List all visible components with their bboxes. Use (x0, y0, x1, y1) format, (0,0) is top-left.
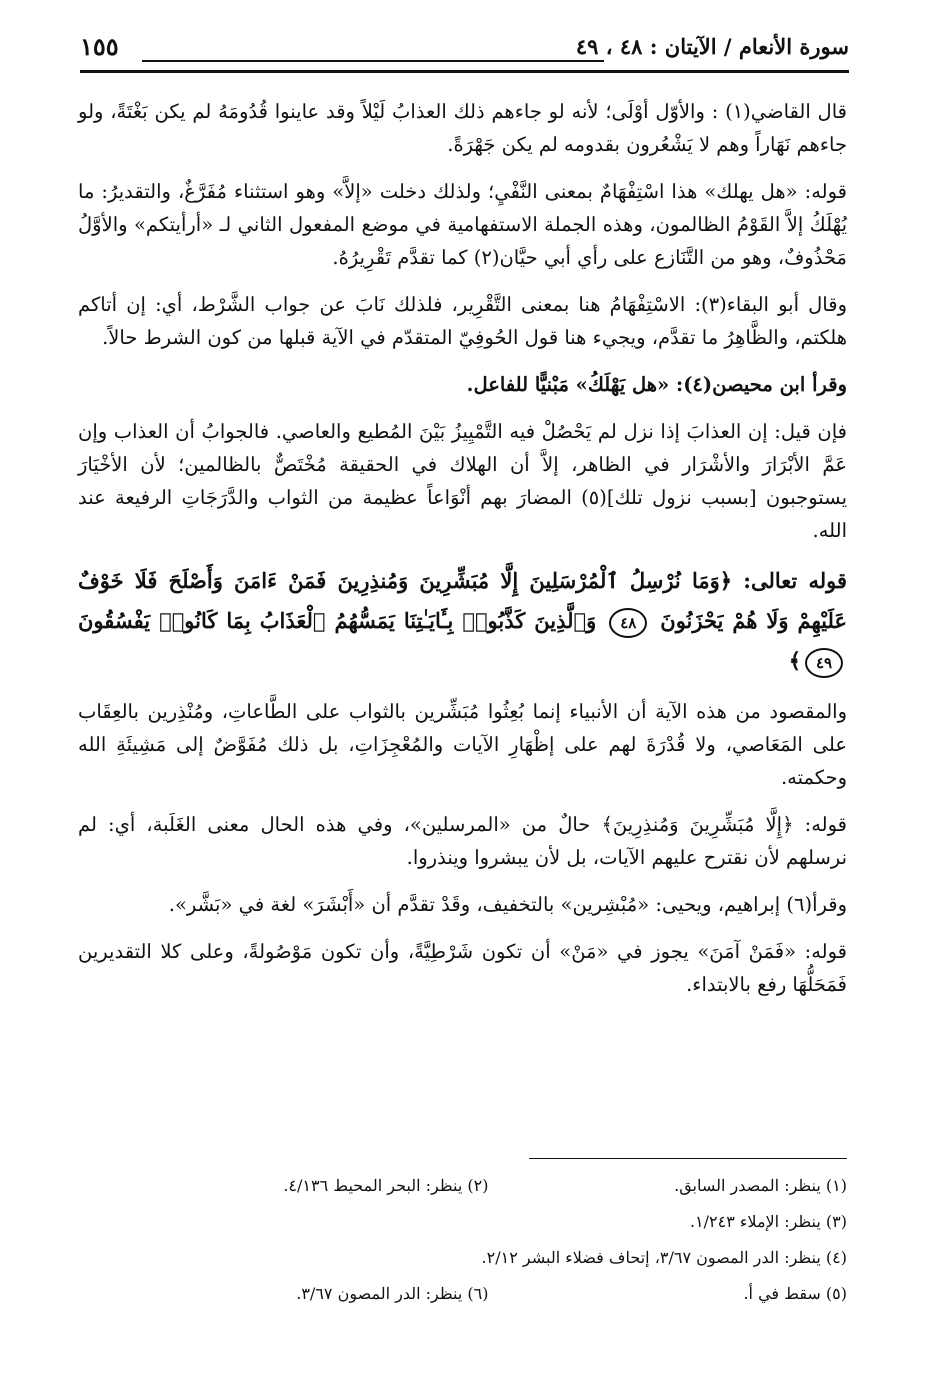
footnote-3: (٣) ينظر: الإملاء ١/٢٤٣. (689, 1212, 847, 1231)
quran-verse (78, 561, 847, 681)
main-text (78, 95, 847, 1015)
paragraph-3: وقال أبو البقاء(٣): الاسْتِفْهَامُ هنا بمعنى التَّقْرِير، فلذلك نَابَ عن جواب الشَّرْط، أي: إن أتاكم هلكتم، والظَّاهِرُ ما تقدَّم، ويجيء هنا قول الحُوفِيّ المتقدّم في الآية قبلها من كون الشرط حالاً. (78, 293, 847, 349)
verse-close-bracket: ﴾ (788, 648, 801, 673)
paragraph-6: والمقصود من هذه الآية أن الأنبياء إنما بُعِثُوا مُبَشِّرين بالثواب على الطَّاعاتِ، ومُنْذِرين بالعِقَاب على المَعَاصي، ولا قُدْرَةَ لهم على إظْهَارِ الآيات والمُعْجِزَاتِ، بل ذلك مُفَوَّضٌ إلى مَشِيئَةِ الله وحكمته. (78, 700, 847, 789)
ayah-number-49: ٤٩ (805, 648, 843, 678)
footnote-row-1 (100, 1168, 847, 1204)
paragraph-2: قوله: «هل يهلك» هذا اسْتِفْهَامٌ بمعنى النَّفْيِ؛ ولذلك دخلت «إلاَّ» وهو استثناء مُفَرَّغٌ، والتقديرُ: ما يُهْلَكُ إلاَّ القَوْمُ الظالمون، وهذه الجملة الاستفهامية في موضع المفعول الثاني لـ «أرأيتكم» والأوَّلُ مَحْذُوفٌ، وهو من التَّنَازع على رأي أبي حيَّان(٢) كما تقدَّم تَقْرِيرُهُ. (78, 180, 847, 269)
page-header (80, 28, 849, 70)
footnote-row-2 (100, 1204, 847, 1240)
footnote-5: (٥) سقط في أ. (743, 1284, 847, 1303)
verse-text-48: ﴿وَمَا نُرْسِلُ ٱلْمُرْسَلِينَ إِلَّا مُبَشِّرِينَ وَمُنذِرِينَ فَمَنْ ءَامَنَ وَأَصْلَحَ فَلَا خَوْفٌ عَلَيْهِمْ وَلَا هُمْ يَحْزَنُونَ (78, 568, 847, 633)
paragraph-7: قوله: ﴿إِلَّا مُبَشِّرِينَ وَمُنذِرِينَ﴾ حالٌ من «المرسلين»، وفي هذه الحال معنى الغَلَبة، أي: لم نرسلهم لأن نقترح عليهم الآيات، بل لأن يبشروا وينذروا. (78, 813, 847, 869)
paragraph-9: قوله: «فَمَنْ آمَنَ» يجوز في «مَنْ» أن تكون شَرْطِيَّةً، وأن تكون مَوْصُولةً، وعلى كلا التقديرين فَمَحَلُّهَا رفع بالابتداء. (78, 940, 847, 996)
footnotes (100, 1168, 847, 1312)
footnote-6: (٦) ينظر: الدر المصون ٣/٦٧. (296, 1284, 489, 1303)
paragraph-5: فإن قيل: إن العذابَ إذا نزل لم يَحْصُلْ فيه التَّمْيِيزُ بَيْنَ المُطيع والعاصي. فالجوابُ أن العذاب وإن عَمَّ الأبْرَارَ والأشْرَار في الظاهر، إلاَّ أن الهلاك في الحقيقة مُخْتَصٌّ بالظالمين؛ لأن الأخْيَارَ يستوجبون [بسبب نزول تلك](٥) المضارَ بهم أنْوَاعاً عظيمة من الثواب والدَّرَجَاتِ الرفيعة عند الله. (78, 420, 847, 542)
footnote-1: (١) ينظر: المصدر السابق. (674, 1176, 847, 1195)
footnote-2: (٢) ينظر: البحر المحيط ٤/١٣٦. (283, 1176, 489, 1195)
header-rule-thin (142, 60, 604, 62)
footnote-4: (٤) ينظر: الدر المصون ٣/٦٧، إتحاف فضلاء البشر ٢/١٢. (481, 1248, 847, 1267)
header-rule-thick (80, 70, 849, 73)
footnote-separator (529, 1158, 847, 1159)
footnote-row-4 (100, 1276, 847, 1312)
paragraph-4: وقرأ ابن محيصن(٤): «هل يَهْلَكُ» مَبْنيًّا للفاعل. (466, 373, 847, 396)
footnote-row-3 (100, 1240, 847, 1276)
paragraph-1: قال القاضي(١) : والأوّل أوْلَى؛ لأنه لو جاءهم ذلك العذابُ لَيْلاً وقد عاينوا قُدُومَهُ لم يكن بَغْتَةً، ولو جاءهم نَهَاراً وهم لا يَشْعُرون بقدومه لم يكن جَهْرَةً. (78, 100, 847, 156)
page-number: ١٥٥ (80, 32, 119, 61)
verse-lead: قوله تعالى: (732, 568, 847, 593)
running-title: سورة الأنعام / الآيتان : ٤٨ ، ٤٩ (575, 34, 849, 59)
verse-text-49: وَٱلَّذِينَ كَذَّبُوا۟ بِـَٔايَـٰتِنَا يَمَسُّهُمُ ٱلْعَذَابُ بِمَا كَانُوا۟ يَفْسُقُونَ (78, 608, 597, 633)
ayah-number-48: ٤٨ (609, 608, 647, 638)
paragraph-8: وقرأ(٦) إبراهيم، ويحيى: «مُبْشِرين» بالتخفيف، وقَدْ تقدَّم أن «أَبْشَرَ» لغة في «بَشَّر». (168, 893, 847, 916)
